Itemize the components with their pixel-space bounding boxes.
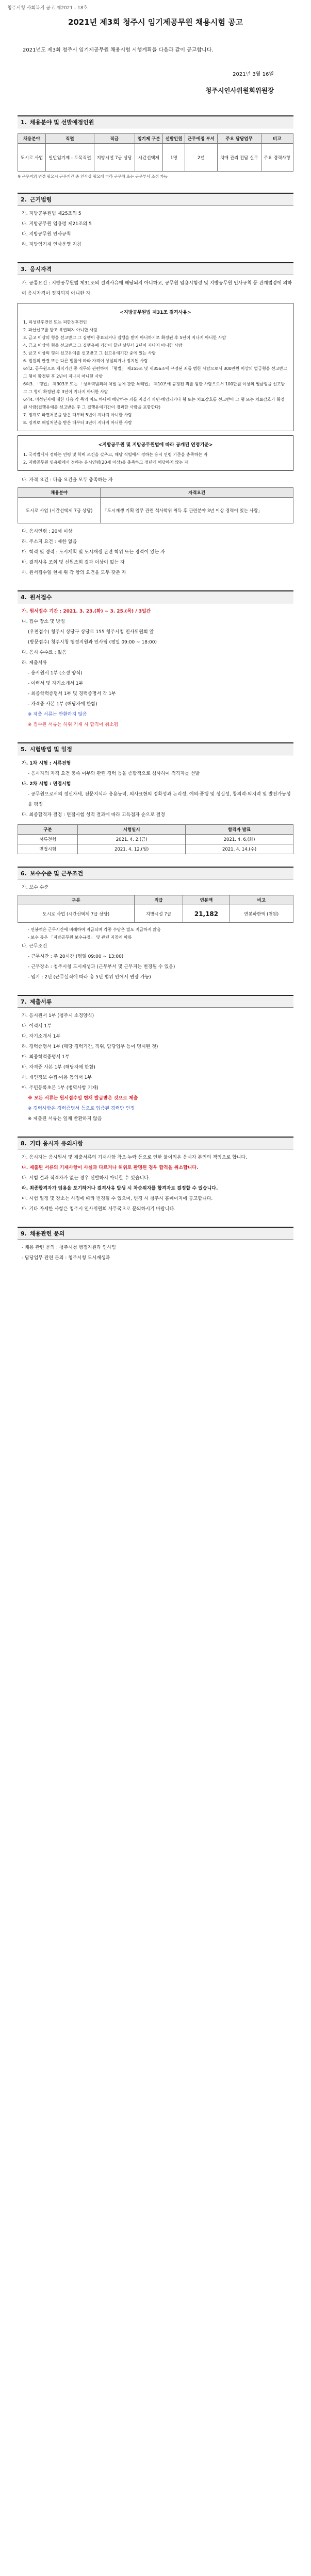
notice-line: ※ 제출 서류는 반환하지 않음 [28,712,87,717]
section-title: 채용분야 및 선발예정인원 [29,119,94,126]
list-item: 가. 응시원서 1부 (청주시 소정양식) [22,1013,94,1019]
list-item: 라. 최종합격자가 임용을 포기하거나 결격사유 발생 시 차순위자를 합격자로 결정할 수 있습니다. [22,1186,218,1191]
table-row [18,835,293,844]
table-header: 연봉액 [183,895,230,905]
list-item: 6의2. 공무원으로 재직기간 중 직무와 관련하여 「형법」 제355조 및 제356조에 규정된 죄를 범한 사람으로서 300만원 이상의 벌금형을 선고받고 그 형이 확정된 후 2년이 지나지 아니한 사람 [23,366,287,379]
notice-line: ※ 경력사항은 경력증명서 등으로 입증된 경력만 인정 [28,1106,135,1111]
section-contact [18,1227,293,1263]
list-item: 5. 금고 이상의 형의 선고유예를 선고받고 그 선고유예기간 중에 있는 사람 [23,351,156,355]
table-cell: 도시로 사업 (시간선택제 7급 상당) [18,905,135,923]
list-item: 마. 최종학력증명서 1부 [22,1055,70,1060]
list-item: 2. 지방공무원 임용령에서 정하는 응시연령(20세 이상)을 충족하고 정년에 해당하지 않는 자 [23,460,188,465]
list-item: 4. 금고 이상의 형을 선고받고 그 집행유예 기간이 끝난 날부터 2년이 지나지 아니한 사람 [23,343,183,348]
list-item: 나. 접수 장소 및 방법 [22,619,65,624]
list-item: 라. 지방임기제 인사운영 지침 [22,242,81,247]
table-cell: 도시로 사업 [18,144,46,172]
list-item: 바. 결격사유 조회 및 신원조회 결과 이상이 없는 자 [22,560,125,565]
list-item: 라. 경력증명서 1부 (해당 경력기간, 직위, 담당업무 등이 명시된 것) [22,1044,158,1049]
document-header-ref: 청주시청 사회복지 공고 제2021 - 18호 [7,6,88,11]
list-item: 아. 주민등록초본 1부 (병역사항 기재) [22,1086,99,1091]
recruitment-table [18,133,293,172]
table-header-row [18,134,293,144]
section-title: 응시자격 [29,266,52,273]
table-header-row [18,488,293,498]
table-cell: 2021. 4. 2.(금) [78,835,186,844]
list-item: 다. 자기소개서 1부 [22,1034,61,1039]
list-item: 가. 지방공무원법 제25조의 5 [22,211,81,216]
section-title: 원서접수 [29,594,52,601]
section-legal-basis [18,193,293,250]
list-item: 나. 2차 시험 : 면접시험 [22,782,71,787]
intro-text: 2021년도 제3회 청주시 임기제공무원 채용시험 시행계획을 다음과 같이 공고합니다. [23,47,214,53]
table-header: 직급 [94,134,135,144]
table-header-row [18,895,293,905]
section-heading [18,193,293,206]
section-exam [18,742,293,854]
table-header: 임기제 구분 [135,134,162,144]
schedule-table [18,824,293,854]
list-item: 라. 제출서류 [22,660,47,666]
table-cell: 면접시험 [18,844,78,854]
section-heading [18,590,293,603]
list-item: 6의3. 「형법」 제303조 또는 「성폭력범죄의 처벌 등에 관한 특례법」 제10조에 규정된 죄를 범한 사람으로서 100만원 이상의 벌금형을 선고받고 그 형이 확정된 후 3년이 지나지 아니한 사람 [23,382,285,394]
section-documents [18,995,293,1124]
list-item: - 응시원서 1부 (소정 양식) [28,671,83,676]
section-title: 기타 응시자 유의사항 [29,1140,84,1147]
paragraph: 나. 자격 요건 : 다음 요건을 모두 충족하는 자 [22,478,113,483]
list-item: 다. 응시 수수료 : 없음 [22,650,67,655]
section-heading [18,262,293,275]
list-item: 2. 파산선고를 받고 복권되지 아니한 사람 [23,328,97,332]
table-header: 자격요건 [101,488,293,498]
section-title: 보수수준 및 근무조건 [29,870,84,877]
section-heading [18,867,293,879]
paragraph: 가. 공통요건 : 지방공무원법 제31조의 결격사유에 해당되지 아니하고, 공무원 임용시험령 및 지방공무원 인사규칙 등 관계법령에 의하여 응시자격이 정지되지 아니한 자 [22,281,292,296]
section-title: 채용관련 문의 [29,1230,65,1237]
table-cell: 시간선택제 [135,144,162,172]
section-heading [18,1137,293,1149]
section-number: 4. [21,594,27,601]
list-item: 가. 1차 시험 : 서류전형 [22,761,71,766]
salary-value: 21,182 [183,905,230,923]
list-item: - 연봉액은 근무시간에 비례하여 지급되며 각종 수당은 별도 지급하지 않음 [28,927,161,932]
table-header-row [18,825,293,835]
table-cell: 2021. 4. 14.(수) [186,844,293,854]
table-cell: 서류전형 [18,835,78,844]
table-row [18,498,293,523]
table-header: 비고 [230,895,293,905]
list-item: 나. 지방공무원 임용령 제21조의 5 [22,222,92,227]
section-notes [18,1137,293,1214]
issuer-name: 청주시인사위원회위원장 [205,87,274,94]
list-item: 마. 시험 일정 및 장소는 사정에 따라 변경될 수 있으며, 변경 시 청주시 홈페이지에 공고합니다. [22,1196,213,1201]
qualification-table [18,487,293,523]
table-row [18,144,293,172]
section-number: 2. [21,196,27,203]
section-heading [18,1227,293,1240]
table-header: 선발인원 [163,134,185,144]
list-item: 3. 금고 이상의 형을 선고받고 그 집행이 종료되거나 집행을 받지 아니하기로 확정된 후 5년이 지나지 아니한 사람 [23,335,226,340]
section-recruitment [18,115,293,179]
section-title: 제출서류 [29,998,52,1005]
section-number: 1. [21,118,27,126]
section-eligibility [18,262,293,578]
list-item: 사. 개인정보 수집·이용 동의서 1부 [22,1075,92,1080]
list-item: 나. 이력서 1부 [22,1024,52,1029]
list-item: 8. 징계로 해임처분을 받은 때부터 3년이 지나지 아니한 사람 [23,420,132,425]
section-number: 7. [21,998,27,1005]
list-item: 다. 지방공무원 인사규칙 [22,232,71,237]
list-item: - 보수 등은 「지방공무원 보수규정」 및 관련 지침에 따름 [28,935,132,940]
section-pay [18,867,293,982]
pay-table [18,895,293,923]
list-item: 6의4. 미성년자에 대한 다음 각 목의 어느 하나에 해당하는 죄를 저질러 파면·해임되거나 형 또는 치료감호를 선고받아 그 형 또는 치료감호가 확정된 사람(집행유예를 선고받은 후 그 집행유예기간이 경과한 사람을 포함한다) [23,397,285,410]
notice-line: ※ 제출된 서류는 일체 반환하지 않음 [28,1116,102,1122]
table-cell: 2년 [185,144,217,172]
list-item: 마. 학력 및 경력 : 도시계획 및 도시재생 관련 학위 또는 경력이 있는 자 [22,550,165,555]
box-title: <지방공무원 및 지방공무원법에 따라 공개된 연령기준> [98,443,213,448]
table-row [18,905,293,923]
table-cell: 「도시재생 기획 업무 관련 석사학위 취득 후 관련분야 3년 이상 경력이 있는 사람」 [101,498,293,523]
section-number: 6. [21,870,27,877]
list-item: 다. 응시연령 : 20세 이상 [22,529,73,534]
age-criteria-box [18,435,293,471]
list-item: - 근무장소 : 청주시청 도시재생과 (근무부서 및 근무지는 변경될 수 있음) [28,964,175,970]
table-cell: 1명 [163,144,185,172]
list-item: - 담당업무 관련 문의 : 청주시청 도시재생과 [22,1256,110,1261]
list-item: 라. 주소지 요건 : 제한 없음 [22,539,77,545]
list-item: - 이력서 및 자기소개서 1부 [28,681,84,686]
list-item: - 응시자의 자격 요건 충족 여부와 관련 경력 등을 종합적으로 심사하여 적격자를 선발 [28,771,200,776]
table-cell: 지방시설 7급 [134,905,183,923]
notice-date: 2021년 3월 16일 [233,72,274,77]
list-item: 1. 국적법에서 정하는 연령 및 학력 조건을 갖추고, 해당 직렬에서 정하는 응시 연령 기준을 충족하는 자 [23,452,208,457]
list-item: 사. 원서접수일 현재 위 각 항의 요건을 모두 갖춘 자 [22,570,126,575]
page-title: 2021년 제3회 청주시 임기제공무원 채용시험 공고 [68,18,243,27]
list-item: - 최종학력증명서 1부 및 경력증명서 각 1부 [28,691,116,697]
section-title: 근거법령 [29,196,52,203]
table-header: 구분 [18,895,135,905]
list-item: 바. 자격증 사본 1부 (해당자에 한함) [22,1065,95,1070]
list-item: 나. 제출된 서류의 기재사항이 사실과 다르거나 허위로 판명된 경우 합격을 취소합니다. [22,1165,199,1171]
list-item: 다. 최종합격자 결정 : 면접시험 성적 결과에 따라 고득점자 순으로 결정 [22,812,165,818]
table-header: 구분 [18,825,78,835]
list-item: 7. 징계로 파면처분을 받은 때부터 5년이 지나지 아니한 사람 [23,413,132,417]
table-cell: 2021. 4. 6.(화) [186,835,293,844]
section-heading [18,115,293,128]
list-item: (우편접수) 청주시 상당구 상당로 155 청주시청 인사위원회 앞 [28,630,154,635]
box-title: <지방공무원법 제31조 결격사유> [120,310,191,315]
table-cell: 2021. 4. 12.(월) [78,844,186,854]
table-cell: 지방시설 7급 상당 [94,144,135,172]
section-heading [18,742,293,755]
table-header: 채용분야 [18,134,46,144]
table-cell: 주요 경력사항 [261,144,293,172]
table-header: 비고 [261,134,293,144]
table-header: 근무예정 부서 [185,134,217,144]
table-cell: 연봉하한액 (천원) [230,905,293,923]
table-cell: 도시로 사업 (시간선택제 7급 상당) [18,498,101,523]
table-header: 채용분야 [18,488,101,498]
list-item: 다. 시험 결과 적격자가 없는 경우 선발하지 아니할 수 있습니다. [22,1176,150,1181]
list-item: - 임기 : 2년 (근무실적에 따라 총 5년 범위 안에서 연장 가능) [28,975,151,980]
list-item: - 자격증 사본 1부 (해당자에 한함) [28,702,97,707]
list-item: 6. 법원의 판결 또는 다른 법률에 따라 자격이 상실되거나 정지된 사람 [23,359,148,363]
list-item: (방문접수) 청주시청 행정지원과 인사팀 (평일 09:00 ~ 18:00) [28,640,157,645]
table-cell: 일반임기제 - 토목직렬 [46,144,94,172]
table-header: 주요 담당업무 [217,134,261,144]
table-header: 시험일시 [78,825,186,835]
list-item: - 근무시간 : 주 20시간 (평일 09:00 ~ 13:00) [28,954,124,959]
table-note: ※ 근무지의 변경 필요시 근무기간 중 인사상 필요에 따라 근무처 또는 근무부서 조정 가능 [18,174,168,179]
section-number: 9. [21,1230,27,1237]
application-period: 가. 원서접수 기간 : 2021. 3. 23.(화) ~ 3. 25.(목) / 3일간 [22,609,151,614]
sub-heading: 가. 보수 수준 [22,885,49,890]
table-header: 합격자 발표 [186,825,293,835]
sub-heading: 나. 근무조건 [22,944,47,949]
list-item: 1. 피성년후견인 또는 피한정후견인 [23,320,87,325]
list-item: - 채용 관련 문의 : 청주시청 행정지원과 인사팀 [22,1245,116,1250]
table-row [18,844,293,854]
section-number: 3. [21,265,27,273]
section-heading [18,995,293,1008]
disqualification-box [18,303,293,431]
notice-line: ※ 모든 서류는 원서접수일 현재 발급받은 것으로 제출 [28,1096,138,1101]
section-application [18,590,293,730]
list-item: 바. 기타 자세한 사항은 청주시 인사위원회 사무국으로 문의하시기 바랍니다. [22,1207,176,1212]
notice-line: ※ 접수된 서류는 허위 기재 시 합격이 취소됨 [28,722,119,727]
table-header: 직렬 [46,134,94,144]
table-cell: 치매 관리 전담 실무 [217,144,261,172]
section-number: 5. [21,745,27,753]
section-number: 8. [21,1140,27,1147]
table-header: 직급 [134,895,183,905]
section-title: 시험방법 및 일정 [29,746,72,753]
list-item: 가. 응시자는 응시원서 및 제출서류의 기재사항 착오·누락 등으로 인한 불이익은 응시자 본인의 책임으로 합니다. [22,1155,248,1160]
list-item: - 공무원으로서의 정신자세, 전문지식과 응용능력, 의사표현의 정확성과 논리성, 예의·품행 및 성실성, 창의력·의지력 및 발전가능성을 평정 [28,792,291,807]
